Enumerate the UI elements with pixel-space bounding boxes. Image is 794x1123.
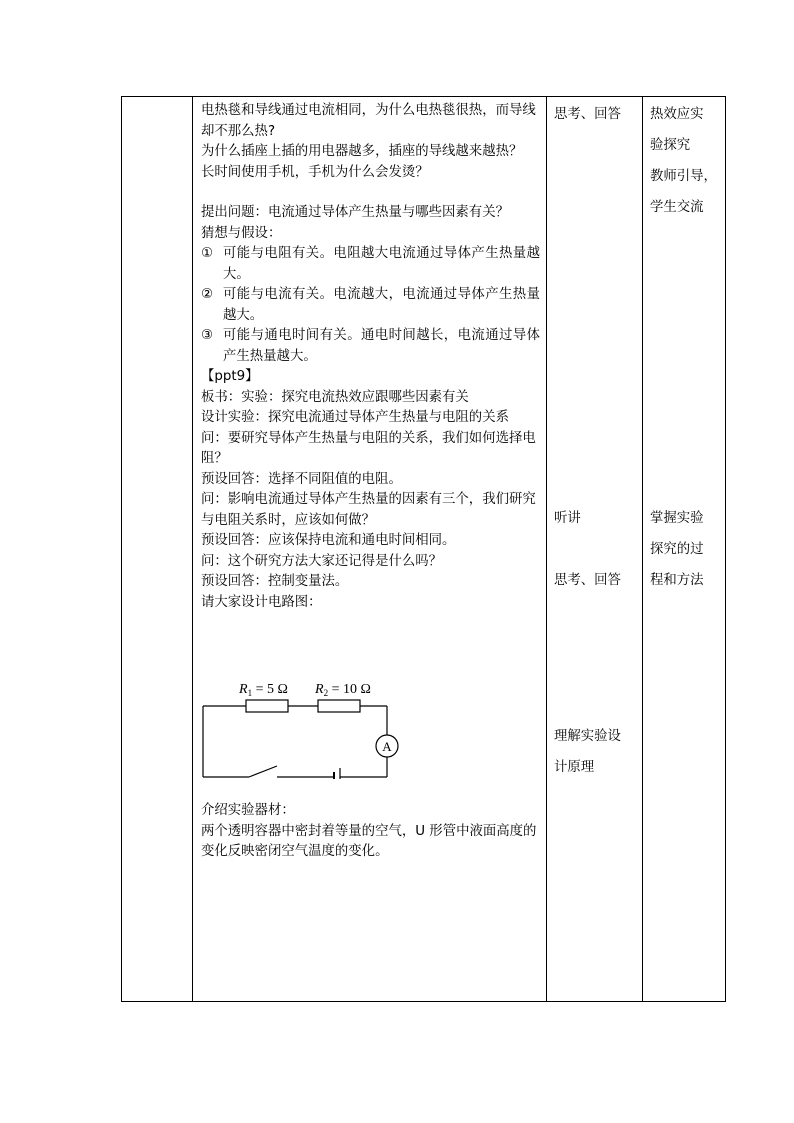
- r2-value: = 10 Ω: [328, 682, 371, 697]
- design-intent-text: 探究的过: [650, 542, 704, 557]
- student-activity-text: 思考、回答: [554, 107, 621, 122]
- list-item-text: 可能与电流有关。电流越大，电流通过导体产生热量越大。: [223, 287, 540, 323]
- ppt-reference: 【ppt9】: [201, 369, 259, 384]
- question-text: 电热毯和导线通过电流相同，为什么电热毯很热，而导线却不那么热?: [201, 103, 536, 139]
- ammeter-label: A: [382, 739, 392, 754]
- svg-text:R2 = 10 Ω: [314, 682, 371, 698]
- r1-value: = 5 Ω: [252, 682, 288, 697]
- design-note: 设计实验：探究电流通过导体产生热量与电阻的关系: [201, 410, 509, 425]
- expected-answer: 预设回答：选择不同阻值的电阻。: [201, 471, 402, 487]
- lesson-plan-table: [121, 96, 726, 1002]
- list-marker: ①: [201, 246, 214, 261]
- teacher-question: 问：影响电流通过导体产生热量的因素有三个，我们研究与电阻关系时，应该如何做？: [201, 492, 536, 528]
- design-intent-cell: [643, 97, 726, 1002]
- question-text: 为什么插座上插的用电器越多，插座的导线越来越热？: [201, 144, 523, 159]
- equipment-description: 两个透明容器中密封着等量的空气，U 形管中液面高度的变化反映密闭空气温度的变化。: [201, 823, 537, 859]
- student-activity-text: 思考、回答: [554, 573, 621, 588]
- student-activity-cell: [547, 97, 643, 1002]
- list-marker: ③: [201, 328, 214, 343]
- expected-answer: 预设回答：控制变量法。: [201, 574, 349, 589]
- list-marker: ②: [201, 287, 214, 302]
- table-row: [122, 97, 726, 1002]
- list-item: [201, 244, 540, 285]
- design-intent-text: 掌握实验: [650, 511, 704, 526]
- question-text: 长时间使用手机，手机为什么会发烫？: [201, 164, 429, 180]
- design-intent-text: 验探究: [650, 138, 691, 153]
- list-item: [201, 326, 540, 367]
- student-activity-text: 理解实验设: [554, 729, 621, 744]
- circuit-diagram: [201, 675, 411, 779]
- r2-symbol: R: [315, 682, 324, 697]
- r2-subscript: 2: [323, 688, 329, 698]
- circuit-prompt: 请大家设计电路图：: [201, 594, 322, 610]
- switch-lever: [249, 766, 277, 777]
- design-intent-text: 学生交流: [650, 200, 704, 215]
- resistor-r1: [246, 700, 288, 712]
- design-intent-text: 教师引导，: [650, 169, 717, 184]
- expected-answer: 预设回答：应该保持电流和通电时间相同。: [201, 533, 456, 548]
- teacher-activity-cell: [193, 97, 547, 1002]
- r1-symbol: R: [239, 682, 248, 697]
- teacher-question: 问：这个研究方法大家还记得是什么吗？: [201, 553, 443, 569]
- list-item-text: 可能与通电时间有关。通电时间越长，电流通过导体产生热量越大。: [223, 328, 540, 364]
- equipment-heading: 介绍实验器材：: [201, 803, 295, 818]
- board-note: 板书：实验：探究电流热效应跟哪些因素有关: [201, 389, 469, 405]
- stage-column-cell: [122, 97, 193, 1002]
- resistor-r2: [318, 700, 360, 712]
- list-item: [201, 285, 540, 326]
- svg-text:R1 = 5 Ω: [238, 682, 288, 698]
- hypothesis-heading: 猜想与假设：: [201, 225, 282, 241]
- student-activity-text: 听讲: [554, 511, 581, 526]
- teacher-question: 问：要研究导体产生热量与电阻的关系，我们如何选择电阻？: [201, 430, 536, 466]
- design-intent-text: 热效应实: [650, 107, 704, 122]
- r1-subscript: 1: [247, 688, 253, 698]
- student-activity-text: 计原理: [554, 760, 595, 775]
- design-intent-text: 程和方法: [650, 573, 704, 588]
- problem-statement: 提出问题：电流通过导体产生热量与哪些因素有关？: [201, 205, 509, 220]
- list-item-text: 可能与电阻有关。电阻越大电流通过导体产生热量越大。: [223, 246, 540, 282]
